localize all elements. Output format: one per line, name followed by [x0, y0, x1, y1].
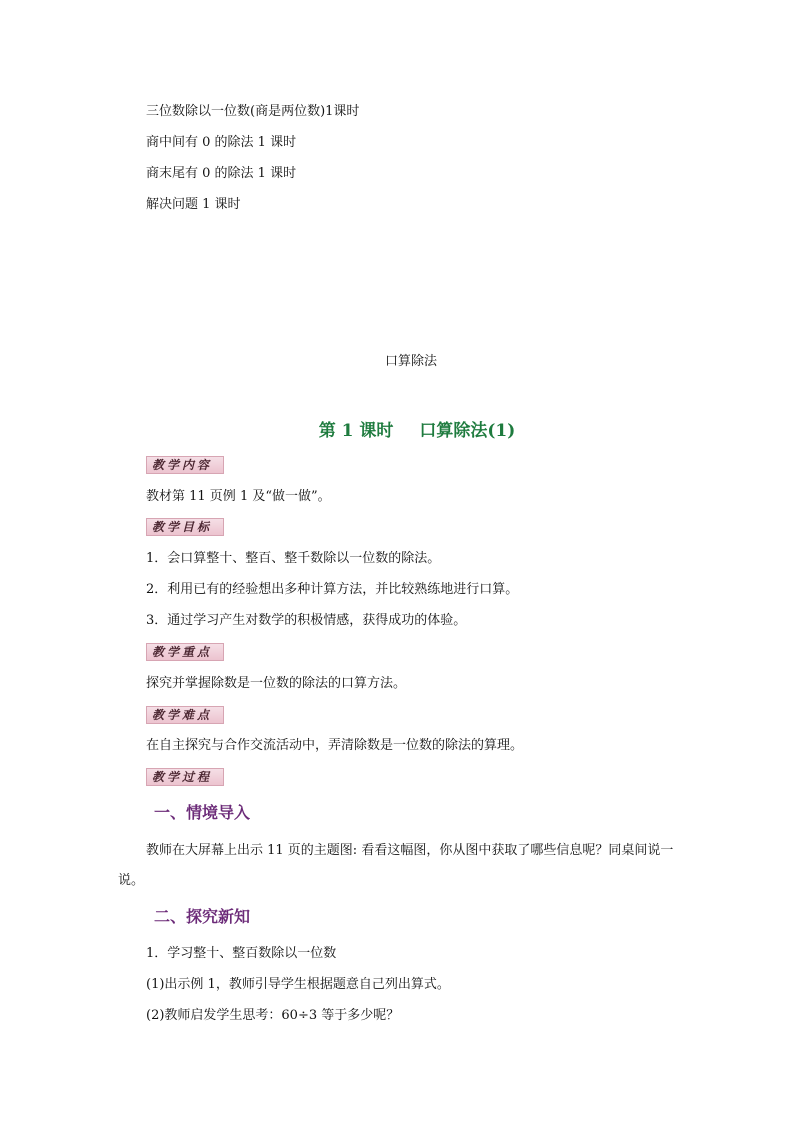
step1-text: 教师在大屏幕上出示 11 页的主题图: 看看这幅图，你从图中获取了哪些信息呢？同桌间说一说。 [118, 843, 674, 888]
goal-2: 2．利用已有的经验想出多种计算方法，并比较熟练地进行口算。 [146, 582, 519, 597]
lesson-name: 口算除法(1) [419, 421, 516, 441]
tag-teaching-difficulty: 教学难点 [146, 706, 224, 724]
schedule-line-3: 商末尾有 0 的除法 1 课时 [146, 166, 297, 181]
tag-teaching-content: 教学内容 [146, 456, 224, 474]
step2-heading: 二、探究新知 [154, 907, 251, 926]
lesson-number: 第 1 课时 [318, 421, 394, 441]
step1-heading: 一、情境导入 [154, 803, 251, 822]
tag-teaching-key: 教学重点 [146, 643, 224, 661]
goal-1: 1．会口算整十、整百、整千数除以一位数的除法。 [146, 551, 441, 566]
lesson-title [0, 420, 794, 442]
schedule-line-2: 商中间有 0 的除法 1 课时 [146, 135, 297, 150]
tag-teaching-process: 教学过程 [146, 768, 224, 786]
tag-teaching-goals: 教学目标 [146, 518, 224, 536]
schedule-line-1: 三位数除以一位数(商是两位数)1课时 [146, 104, 360, 119]
step2-item-3: (2)教师启发学生思考：60÷3 等于多少呢？ [146, 1008, 400, 1023]
content-text: 教材第 11 页例 1 及“做一做”。 [146, 489, 331, 504]
key-text: 探究并掌握除数是一位数的除法的口算方法。 [146, 676, 407, 691]
schedule-line-4: 解决问题 1 课时 [146, 197, 241, 212]
step2-item-2: (1)出示例 1，教师引导学生根据题意自己列出算式。 [146, 977, 450, 992]
goal-3: 3．通过学习产生对数学的积极情感，获得成功的体验。 [146, 613, 467, 628]
step2-item-1: 1．学习整十、整百数除以一位数 [146, 946, 337, 961]
section-title: 口算除法 [384, 354, 437, 369]
difficulty-text: 在自主探究与合作交流活动中，弄清除数是一位数的除法的算理。 [146, 738, 524, 753]
